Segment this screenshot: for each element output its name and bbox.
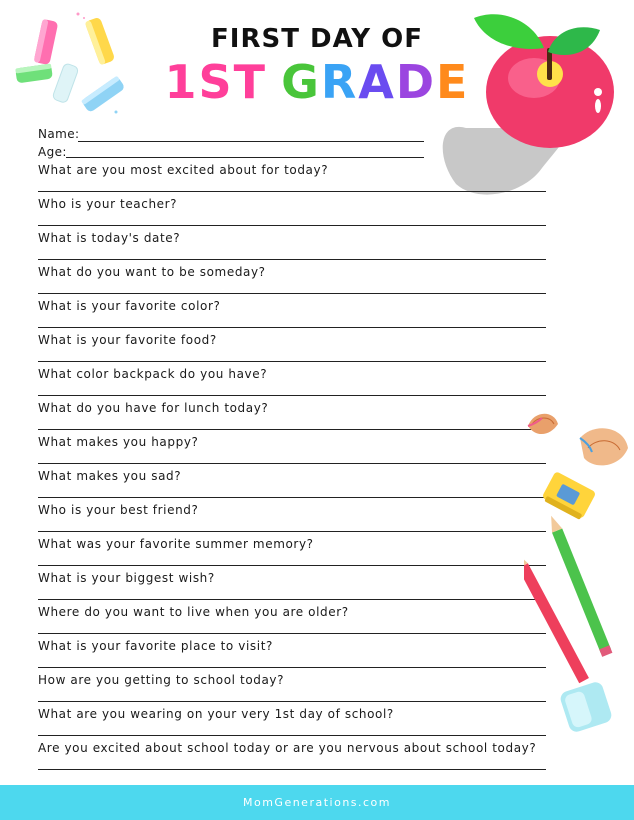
footer-bar [0,785,634,820]
pencil-shaving-2-icon [580,428,628,465]
question-text: What are you most excited about for today? [38,163,329,177]
question-text: What is your biggest wish? [38,571,215,585]
question-text: What do you have for lunch today? [38,401,269,415]
pencil-shaving-icon [528,414,558,434]
question-text: What do you want to be someday? [38,265,266,279]
school-supplies-illustration [524,408,634,748]
answer-line[interactable] [38,429,546,430]
answer-line[interactable] [38,327,546,328]
title-letter: A [358,55,396,109]
question-text: Where do you want to live when you are older? [38,605,349,619]
answer-line[interactable] [38,633,546,634]
question-text: How are you getting to school today? [38,673,285,687]
question-text: What is your favorite place to visit? [38,639,273,653]
question-text: What is today's date? [38,231,181,245]
answer-line[interactable] [38,531,546,532]
footer-site-link[interactable]: MomGenerations.com [242,796,392,809]
answer-line[interactable] [38,769,546,770]
title-letter: T [233,55,268,109]
answer-line[interactable] [38,225,546,226]
question-text: What color backpack do you have? [38,367,268,381]
title-letter: 1 [164,55,199,109]
question-text: Are you excited about school today or are you nervous about school today? [38,741,537,755]
question-text: What makes you happy? [38,435,199,449]
title-letter: D [395,55,437,109]
eraser-icon [559,680,614,734]
title-letter: R [320,55,359,109]
title-letter: G [281,55,321,109]
pencil-red-icon [524,549,589,683]
question-text: What is your favorite color? [38,299,221,313]
question-text: Who is your teacher? [38,197,178,211]
name-label: Name: [38,127,80,141]
answer-line[interactable] [38,497,546,498]
name-field[interactable] [78,141,424,142]
question-text: Who is your best friend? [38,503,199,517]
answer-line[interactable] [38,667,546,668]
age-label: Age: [38,145,67,159]
page-title-top: FIRST DAY OF [211,24,423,54]
sharpener-icon [542,471,597,520]
answer-line[interactable] [38,191,546,192]
question-text: What are you wearing on your very 1st day of school? [38,707,394,721]
question-text: What is your favorite food? [38,333,217,347]
title-letter: S [198,55,234,109]
answer-line[interactable] [38,395,546,396]
answer-line[interactable] [38,259,546,260]
page-title-main [0,54,634,110]
answer-line[interactable] [38,735,546,736]
answer-line[interactable] [38,599,546,600]
title-letter: E [436,55,470,109]
answer-line[interactable] [38,463,546,464]
question-text: What makes you sad? [38,469,182,483]
answer-line[interactable] [38,361,546,362]
answer-line[interactable] [38,701,546,702]
age-field[interactable] [66,157,424,158]
question-text: What was your favorite summer memory? [38,537,314,551]
answer-line[interactable] [38,293,546,294]
answer-line[interactable] [38,565,546,566]
